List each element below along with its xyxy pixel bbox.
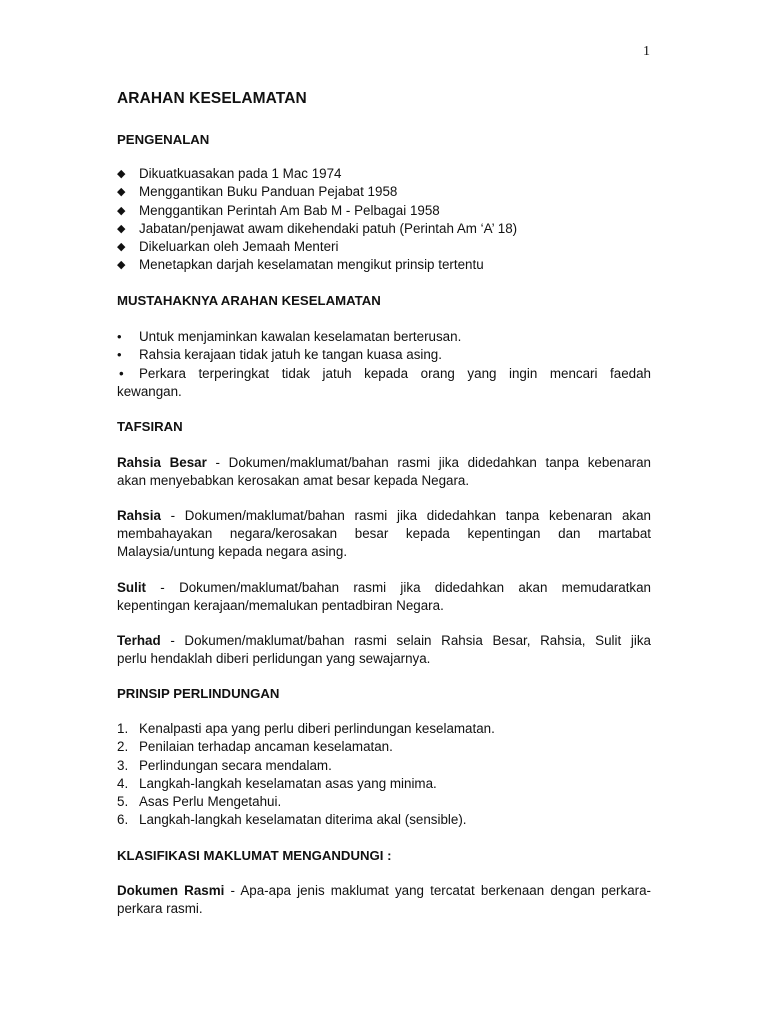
diamond-bullet-icon: ◆ bbox=[117, 259, 126, 272]
prinsip-list bbox=[117, 720, 652, 830]
term-sulit: Sulit bbox=[117, 580, 147, 595]
list-item: 4. Langkah-langkah keselamatan asas yang minima. bbox=[117, 775, 437, 791]
list-item: ◆ Menetapkan darjah keselamatan mengikut prinsip tertentu bbox=[117, 256, 652, 274]
bullet-dot-icon: • bbox=[117, 347, 122, 363]
definition-dokumen-rasmi: Dokumen Rasmi - Apa-apa jenis maklumat yang tercatat berkenaan dengan perkara- perkara rasmi. bbox=[117, 883, 652, 916]
mustahak-item-3: • Perkara terperingkat tidak jatuh kepada orang yang ingin mencari faedah kewangan. bbox=[117, 366, 651, 399]
list-item: ◆ Dikeluarkan oleh Jemaah Menteri bbox=[117, 238, 652, 256]
term-terhad: Terhad bbox=[117, 633, 161, 648]
list-item: 1. Kenalpasti apa yang perlu diberi perlindungan keselamatan. bbox=[117, 721, 495, 736]
list-item: 6. Langkah-langkah keselamatan diterima akal (sensible). bbox=[117, 812, 467, 828]
term-rahsia: Rahsia bbox=[117, 508, 161, 523]
diamond-bullet-icon: ◆ bbox=[117, 204, 126, 217]
list-item: ◆ Menggantikan Buku Panduan Pejabat 1958 bbox=[117, 183, 652, 201]
list-item: • Rahsia kerajaan tidak jatuh ke tangan kuasa asing. bbox=[117, 346, 652, 364]
definition-rahsia: Rahsia - Dokumen/maklumat/bahan rasmi jika didedahkan tanpa kebenaran akan membahayakan negara/kerosakan besar kepada kepentingan dan martabat Malaysia/untung kepada negara asing. bbox=[117, 508, 651, 559]
list-item: 2. Penilaian terhadap ancaman keselamatan. bbox=[117, 739, 393, 755]
list-item: ◆ Menggantikan Perintah Am Bab M - Pelbagai 1958 bbox=[117, 202, 652, 220]
term-dokumen-rasmi: Dokumen Rasmi bbox=[117, 883, 225, 898]
term-rahsia-besar: Rahsia Besar bbox=[117, 455, 207, 470]
list-item: 3. Perlindungan secara mendalam. bbox=[117, 757, 332, 773]
list-item: 5. Asas Perlu Mengetahui. bbox=[117, 794, 282, 810]
list-item: ◆ Jabatan/penjawat awam dikehendaki patuh (Perintah Am ‘A’ 18) bbox=[117, 220, 652, 238]
mustahak-list bbox=[117, 328, 652, 365]
definition-sulit: Sulit - Dokumen/maklumat/bahan rasmi jika didedahkan akan memudaratkan kepentingan kerajaan/memalukan pentadbiran Negara. bbox=[117, 580, 651, 613]
document-title: ARAHAN KESELAMATAN bbox=[117, 90, 307, 107]
heading-mustahak: MUSTAHAKNYA ARAHAN KESELAMATAN bbox=[117, 293, 381, 308]
pengenalan-list bbox=[117, 165, 652, 275]
bullet-dot-icon: • bbox=[119, 366, 124, 381]
definition-terhad: Terhad - Dokumen/maklumat/bahan rasmi selain Rahsia Besar, Rahsia, Sulit jika perlu hendaklah diberi perlidungan yang sewajarnya. bbox=[117, 633, 651, 666]
heading-pengenalan: PENGENALAN bbox=[117, 132, 210, 147]
diamond-bullet-icon: ◆ bbox=[117, 168, 126, 180]
list-item: ◆ Dikuatkuasakan pada 1 Mac 1974 bbox=[117, 165, 652, 183]
list-item: • Untuk menjaminkan kawalan keselamatan berterusan. bbox=[117, 328, 652, 346]
diamond-bullet-icon: ◆ bbox=[117, 186, 126, 199]
heading-klasifikasi: KLASIFIKASI MAKLUMAT MENGANDUNGI : bbox=[117, 848, 392, 863]
heading-prinsip: PRINSIP PERLINDUNGAN bbox=[117, 686, 280, 701]
diamond-bullet-icon: ◆ bbox=[117, 241, 126, 254]
bullet-dot-icon: • bbox=[117, 329, 122, 344]
heading-tafsiran: TAFSIRAN bbox=[117, 419, 183, 434]
diamond-bullet-icon: ◆ bbox=[117, 222, 126, 235]
definition-rahsia-besar: Rahsia Besar - Dokumen/maklumat/bahan rasmi jika didedahkan tanpa kebenaran akan menyebabkan kerosakan amat besar kepada Negara. bbox=[117, 455, 651, 488]
page-number: 1 bbox=[643, 44, 650, 59]
